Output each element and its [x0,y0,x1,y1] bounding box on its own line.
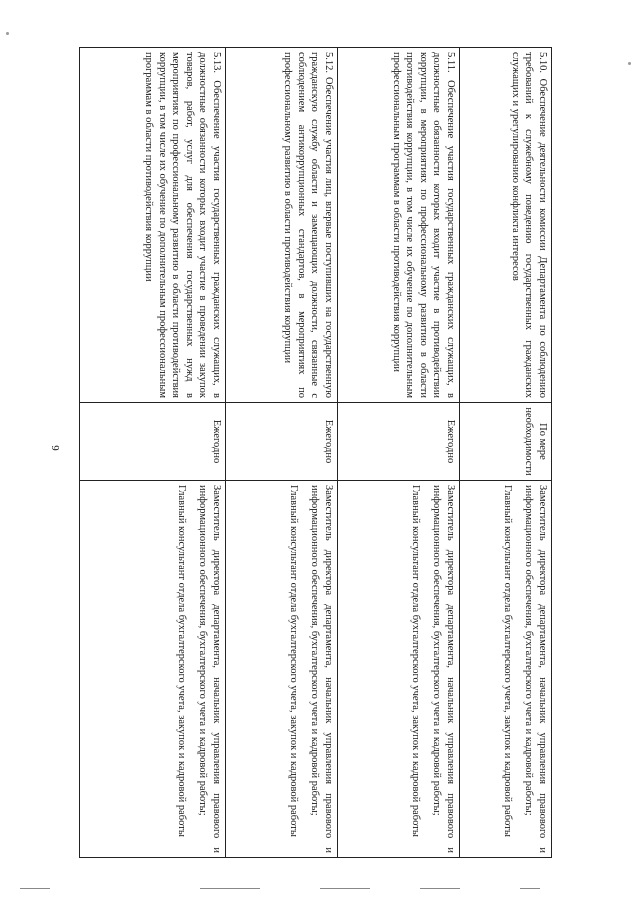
period-cell: По мере необходимости [460,403,552,481]
responsible-line: Главный консультант отдела бухгалтерского учета, закупок и кадровой работы [176,485,187,837]
scan-footer-marks [20,888,620,896]
responsible-line: Главный консультант отдела бухгалтерского учета, закупок и кадровой работы [410,485,421,837]
table-row [460,48,552,858]
responsible-cell [80,481,226,858]
page-number: 6 [50,445,62,451]
measure-cell: 5.11. Обеспечение участия государственных гражданских служащих, в должностные обязанности которых входит участие в противодействии коррупции, в мероприятиях по профессиональному развитию в области противодействия коррупции, в том числе их обучение по дополнительным профессиональным программам в области противодействия коррупции [338,48,460,403]
table-row [80,48,226,858]
responsible-cell [226,481,338,858]
measure-cell: 5.12. Обеспечение участия лиц, впервые поступивших на государственную гражданскую службу области и замещающих должности, связанные с соблюдением антикоррупционных стандартов, в мероприятиях по профессиональному развитию в области противодействия коррупции [226,48,338,403]
rotated-table-sheet [80,47,552,857]
responsible-line: Главный консультант отдела бухгалтерского учета, закупок и кадровой работы [288,485,299,837]
measures-table [79,47,552,858]
table-row [338,48,460,858]
responsible-line: Заместитель директора департамента, начальник управления правового и информационного обеспечения, бухгалтерского учета и кадровой работы; [309,485,334,853]
scan-artifact [6,32,9,35]
responsible-cell [338,481,460,858]
responsible-line: Главный консультант отдела бухгалтерского учета, закупок и кадровой работы [502,485,513,837]
period-cell: Ежегодно [80,403,226,481]
table-row [226,48,338,858]
measure-cell: 5.10. Обеспечение деятельности комиссии Департамента по соблюдению требований к служебному поведению государственных гражданских служащих и урегулированию конфликта интересов [460,48,552,403]
responsible-line: Заместитель директора департамента, начальник управления правового и информационного обеспечения, бухгалтерского учета и кадровой работы; [197,485,222,853]
period-cell: Ежегодно [226,403,338,481]
responsible-cell [460,481,552,858]
responsible-line: Заместитель директора департамента, начальник управления правового и информационного обеспечения, бухгалтерского учета и кадровой работы; [431,485,456,853]
measure-cell: 5.13. Обеспечение участия государственных гражданских служащих, в должностные обязанности которых входит участие в проведении закупок товаров, работ, услуг для обеспечения государственных нужд в мероприятиях по профессиональному развитию в области противодействия коррупции, в том числе их обучение по дополнительным профессиональным программам в области противодействия коррупции [80,48,226,403]
responsible-line: Заместитель директора департамента, начальник управления правового и информационного обеспечения, бухгалтерского учета и кадровой работы; [523,485,548,853]
period-cell: Ежегодно [338,403,460,481]
scan-artifact [628,62,631,65]
